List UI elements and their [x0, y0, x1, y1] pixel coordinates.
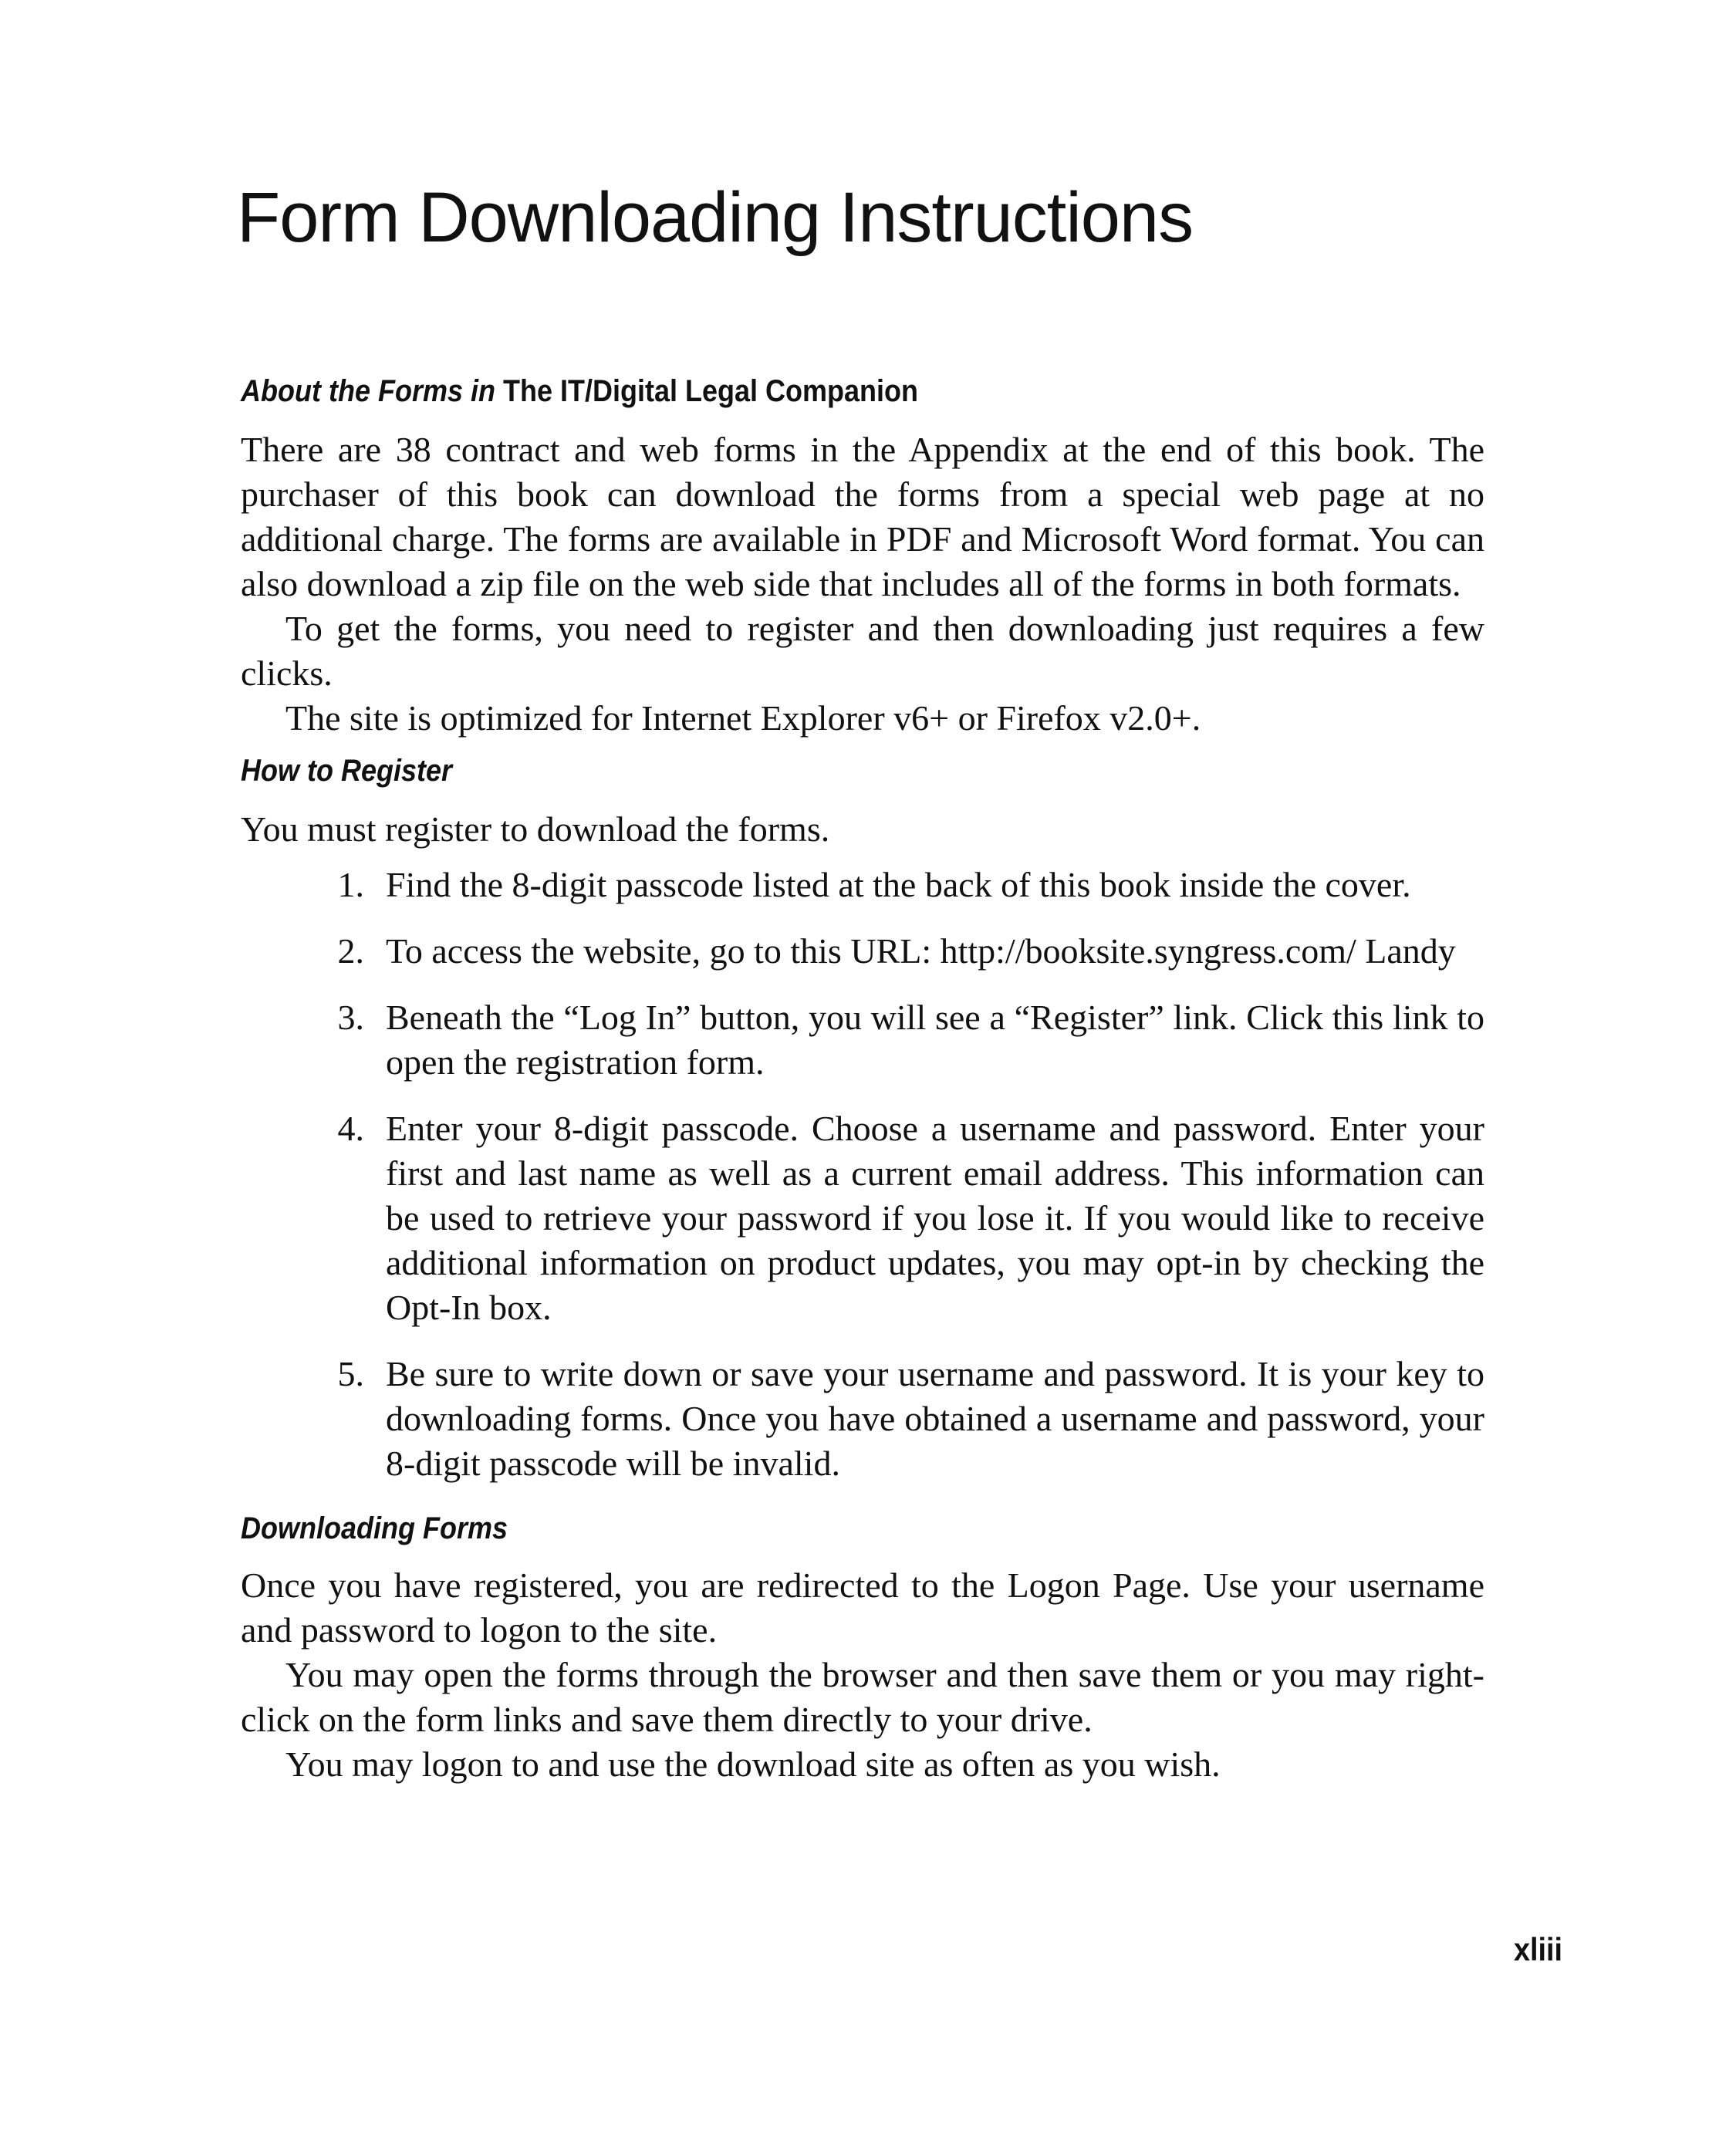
about-forms-heading-italic: About the Forms in	[241, 374, 495, 408]
how-to-register-heading-text: How to Register	[241, 754, 453, 788]
register-intro: You must register to download the forms.	[241, 809, 830, 849]
downloading-forms-heading-text: Downloading Forms	[241, 1511, 508, 1545]
step-number: 4.	[337, 1109, 364, 1148]
step-number: 5.	[337, 1354, 364, 1393]
about-paragraph-3: The site is optimized for Internet Explorer v6+ or Firefox v2.0+.	[285, 698, 1201, 738]
about-paragraph-2: To get the forms, you need to register and then downloading just requires a few clicks.	[241, 609, 1484, 693]
list-item	[241, 929, 1484, 974]
step-text: Be sure to write down or save your username and password. It is your key to downloading forms. Once you have obtained a username and password, your 8-digit passcode will be invalid.	[386, 1354, 1484, 1483]
list-item	[241, 1352, 1484, 1486]
page-number: xliii	[1514, 1931, 1563, 1967]
list-item	[241, 863, 1484, 907]
about-paragraph-1: There are 38 contract and web forms in the Appendix at the end of this book. The purchaser of this book can download the forms from a special web page at no additional charge. The forms are available in PDF and Microsoft Word format. You can also download a zip file on the web side that includes all of the forms in both formats.	[241, 430, 1484, 603]
list-item	[241, 1106, 1484, 1330]
step-number: 3.	[337, 998, 364, 1037]
download-paragraph-3: You may logon to and use the download site as often as you wish.	[285, 1744, 1221, 1784]
download-paragraph-1: Once you have registered, you are redirected to the Logon Page. Use your username and password to logon to the site.	[241, 1565, 1484, 1650]
book-title: The IT/Digital Legal Companion	[502, 374, 919, 408]
step-number: 2.	[337, 931, 364, 971]
list-item	[241, 995, 1484, 1085]
step-text: Enter your 8-digit passcode. Choose a username and password. Enter your first and last name as well as a current email address. This information can be used to retrieve your password if you lose it. If you would like to receive additional information on product updates, you may opt-in by checking the Opt-In box.	[386, 1109, 1484, 1327]
step-text: Beneath the “Log In” button, you will see a “Register” link. Click this link to open the registration form.	[386, 998, 1484, 1082]
registration-steps	[241, 863, 1484, 1486]
downloading-forms-heading	[241, 1508, 1360, 1549]
page-body	[241, 370, 1484, 1787]
about-forms-heading	[241, 370, 1360, 412]
page-title: Form Downloading Instructions	[237, 178, 1194, 257]
step-text: To access the website, go to this URL: http://booksite.syngress.com/ Landy	[386, 931, 1456, 971]
download-paragraph-2: You may open the forms through the browser and then save them or you may right-click on the form links and save them directly to your drive.	[241, 1655, 1484, 1739]
step-number: 1.	[337, 865, 364, 904]
step-text: Find the 8-digit passcode listed at the back of this book inside the cover.	[386, 865, 1411, 904]
how-to-register-heading	[241, 750, 1360, 792]
